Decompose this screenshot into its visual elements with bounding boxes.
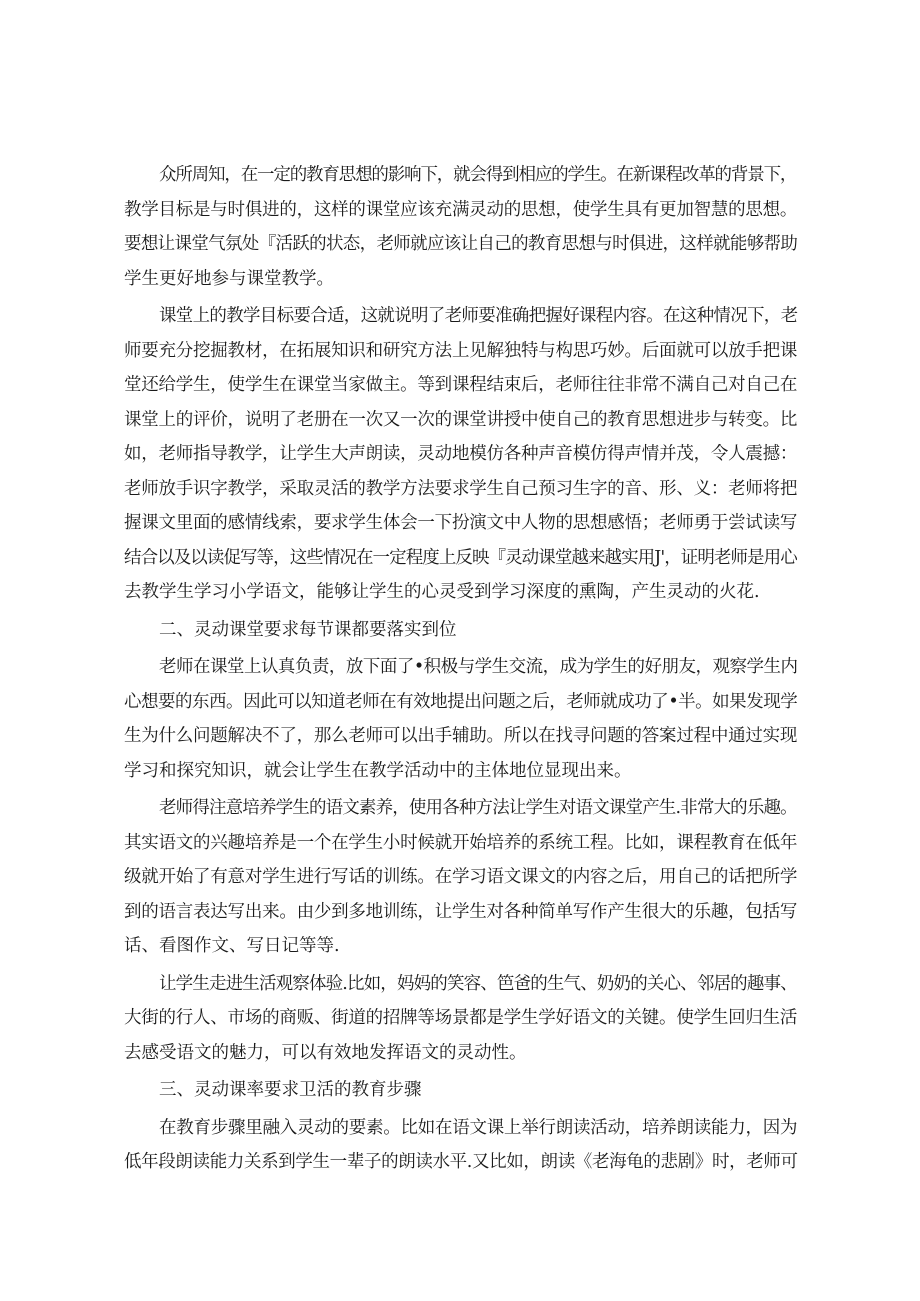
paragraph-line: 心想要的东西。因此可以知道老师在有效地提出问题之后，老师就成功了•半。如果发现学	[124, 691, 798, 712]
paragraph-line: 学生更好地参与课堂教学。	[124, 268, 334, 289]
section-heading: 三、灵动课率要求卫活的教育步骤	[159, 1080, 422, 1100]
paragraph-line: 大街的行人、市场的商贩、街道的招牌等场景都是学生学好语文的关键。使学生回归生活	[124, 1008, 798, 1028]
paragraph-line: 到的语言表达写出来。由少到多地训练，让学生对各种简单写作产生很大的乐趣，包括写	[124, 901, 798, 922]
paragraph-line: 教学目标是与时俱进的，这样的课堂应该充满灵动的思想，使学生具有更加智慧的思想。	[124, 199, 798, 220]
paragraph	[124, 299, 798, 610]
paragraph-line: 如，老师指导教学，让学生大声朗读，灵动地模仿各种声音模仿得声情并茂，令人震撼：	[124, 444, 798, 464]
paragraph-line: 课堂上的教学目标要合适，这就说明了老师要准确把握好课程内容。在这种情况下，老	[159, 306, 798, 326]
paragraph-line: 老师放手识字教学，采取灵活的教学方法要求学生自己预习生字的音、形、义：老师将把	[124, 478, 798, 499]
paragraph	[124, 791, 798, 964]
paragraph-line: 师要充分挖掘教材，在拓展知识和研究方法上见解独特与构思巧妙。后面就可以放手把课	[124, 340, 798, 361]
paragraph	[124, 967, 798, 1071]
paragraph-line: 低年段朗读能力关系到学生一辈子的朗读水平.又比如，朗读《老海龟的悲剧》时，老师可	[124, 1152, 798, 1172]
paragraph-line: 话、看图作文、写日记等等.	[124, 936, 340, 956]
paragraph-line: 在教育步骤里融入灵动的要素。比如在语文课上举行朗读活动，培养朗读能力，因为	[159, 1117, 798, 1138]
paragraph	[124, 1111, 798, 1180]
paragraph-line: 结合以及以读促写等，这些情况在一定程度上反映『灵动课堂越来越实用J'，证明老师是用心	[124, 547, 797, 568]
paragraph-line: 老师得注意培养学生的语文素养，使用各种方法让学生对语文课堂产生.非常大的乐趣。	[159, 798, 797, 818]
paragraph-line: 堂还给学生，使学生在课堂当家做主。等到课程结束后，老师往往非常不满自己对自己在	[124, 375, 798, 395]
paragraph-line: 课堂上的评价，说明了老册在一次又一次的课堂讲授中使自己的教育思想进步与转变。比	[124, 409, 798, 430]
paragraph-line: 老师在课堂上认真负责，放下面了•积极与学生交流，成为学生的好朋友，观察学生内	[159, 657, 798, 677]
paragraph-line: 生为什么问题解决不了，那么老师可以出手辅助。所以在找寻问题的答案过程中通过实现	[124, 726, 798, 746]
paragraph-line: 其实语文的兴趣培养是一个在学生小时候就开始培养的系统工程。比如，课程教育在低年	[124, 832, 798, 853]
paragraph-line: 学习和探究知识，就会让学生在教学活动中的主体地位显现出来。	[124, 760, 632, 781]
document-body	[124, 158, 798, 1183]
paragraph-line: 去教学生学习小学语文，能够让学生的心灵受到学习深度的熏陶，产生灵动的火花.	[124, 582, 760, 602]
paragraph	[124, 650, 798, 788]
section-heading: 二、灵动课堂要求每节课都要落实到位	[159, 619, 457, 640]
paragraph-line: 要想让课堂气氛处『活跃的状态，老师就应该让自己的教育思想与时俱进，这样就能够帮助	[124, 234, 798, 254]
paragraph-line: 握课文里面的感情线索，要求学生体会一下扮演文中人物的思想感悟；老师勇于尝试读写	[124, 513, 798, 533]
paragraph-line: 去感受语文的魅力，可以有效地发挥语文的灵动性。	[124, 1042, 527, 1063]
paragraph-line: 级就开始了有意对学生进行写话的训练。在学习语文课文的内容之后，用自己的话把所学	[124, 867, 798, 887]
paragraph	[124, 158, 798, 296]
paragraph-line: 让学生走进生活观察体验.比如，妈妈的笑容、笆爸的生气、奶奶的关心、邻居的趣事、	[159, 973, 797, 994]
paragraph-line: 众所周知，在一定的教育思想的影响下，就会得到相应的学生。在新课程改革的背景下，	[159, 165, 797, 185]
